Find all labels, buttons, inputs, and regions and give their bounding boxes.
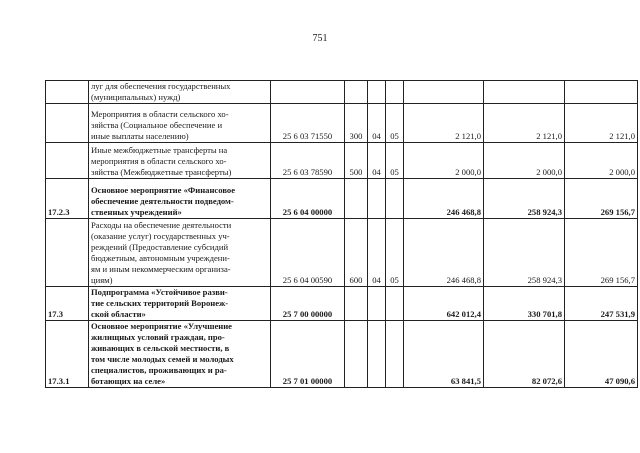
table-row (46, 321, 638, 388)
row-target-code: 25 7 00 00000 (271, 287, 345, 321)
row-name (89, 219, 271, 287)
row-name (89, 321, 271, 388)
table-row (46, 287, 638, 321)
row-amount-1: 642 012,4 (404, 287, 484, 321)
row-amount-3: 269 156,7 (565, 179, 638, 219)
row-name (89, 179, 271, 219)
row-name (89, 81, 271, 104)
row-amount-3: 47 090,6 (565, 321, 638, 388)
row-section (368, 81, 386, 104)
row-name-text: Иные межбюджетные трансферты на мероприятия в области сельского хо- зяйства (Межбюджетные трансферты) (91, 145, 232, 177)
row-section (368, 321, 386, 388)
row-name (89, 287, 271, 321)
row-name-text: Подпрограмма «Устойчивое разви- тие сельских территорий Воронеж- ской области» (91, 287, 229, 319)
row-amount-1: 63 841,5 (404, 321, 484, 388)
row-target-code: 25 7 01 00000 (271, 321, 345, 388)
row-target-code: 25 6 03 71550 (271, 104, 345, 143)
row-amount-2: 258 924,3 (484, 219, 565, 287)
row-target-code: 25 6 04 00000 (271, 179, 345, 219)
budget-table (45, 80, 638, 388)
row-amount-1: 2 121,0 (404, 104, 484, 143)
row-code (46, 219, 89, 287)
row-subsection: 05 (386, 143, 404, 179)
row-amount-1: 246 468,8 (404, 179, 484, 219)
row-code: 17.2.3 (46, 179, 89, 219)
row-code: 17.3.1 (46, 321, 89, 388)
row-code (46, 81, 89, 104)
row-amount-2: 258 924,3 (484, 179, 565, 219)
row-code (46, 143, 89, 179)
row-amount-2 (484, 81, 565, 104)
row-expense-type: 600 (345, 219, 368, 287)
row-amount-3: 2 121,0 (565, 104, 638, 143)
row-name-text: Основное мероприятие «Улучшение жилищных условий граждан, про- живающих в сельской местности, в том числе молодых семей и молодых специалистов, проживающих и ра- ботающих на селе» (91, 321, 234, 386)
row-subsection (386, 321, 404, 388)
row-name-text: Расходы на обеспечение деятельности (оказание услуг) государственных уч- реждений (Предоставление субсидий бюджетным, автономным учреждени- ям и иным некоммерческим организа- циям) (91, 220, 232, 285)
row-section: 04 (368, 219, 386, 287)
table-row (46, 104, 638, 143)
table-row (46, 143, 638, 179)
row-name-text: луг для обеспечения государственных (муниципальных) нужд) (91, 81, 231, 102)
row-expense-type (345, 81, 368, 104)
row-target-code: 25 6 04 00590 (271, 219, 345, 287)
row-subsection: 05 (386, 219, 404, 287)
row-amount-1 (404, 81, 484, 104)
row-amount-2: 330 701,8 (484, 287, 565, 321)
table-body (46, 81, 638, 388)
row-expense-type (345, 287, 368, 321)
row-subsection: 05 (386, 104, 404, 143)
table-row (46, 219, 638, 287)
row-subsection (386, 179, 404, 219)
table-row (46, 81, 638, 104)
row-amount-3: 247 531,9 (565, 287, 638, 321)
row-amount-3 (565, 81, 638, 104)
row-expense-type (345, 179, 368, 219)
row-name-text: Мероприятия в области сельского хо- зяйства (Социальное обеспечение и иные выплаты населению) (91, 109, 229, 141)
row-name-text: Основное мероприятие «Финансовое обеспечение деятельности подведом- ственных учреждений» (91, 185, 236, 217)
row-amount-2: 2 121,0 (484, 104, 565, 143)
row-code: 17.3 (46, 287, 89, 321)
row-expense-type: 500 (345, 143, 368, 179)
row-section: 04 (368, 104, 386, 143)
table-row (46, 179, 638, 219)
row-amount-2: 2 000,0 (484, 143, 565, 179)
row-amount-1: 246 468,8 (404, 219, 484, 287)
row-section: 04 (368, 143, 386, 179)
row-target-code (271, 81, 345, 104)
row-section (368, 179, 386, 219)
row-subsection (386, 81, 404, 104)
row-code (46, 104, 89, 143)
page-number: 751 (312, 33, 328, 44)
row-expense-type (345, 321, 368, 388)
row-subsection (386, 287, 404, 321)
row-expense-type: 300 (345, 104, 368, 143)
row-amount-1: 2 000,0 (404, 143, 484, 179)
row-section (368, 287, 386, 321)
row-amount-3: 269 156,7 (565, 219, 638, 287)
row-target-code: 25 6 03 78590 (271, 143, 345, 179)
row-name (89, 104, 271, 143)
row-name (89, 143, 271, 179)
row-amount-2: 82 072,6 (484, 321, 565, 388)
row-amount-3: 2 000,0 (565, 143, 638, 179)
